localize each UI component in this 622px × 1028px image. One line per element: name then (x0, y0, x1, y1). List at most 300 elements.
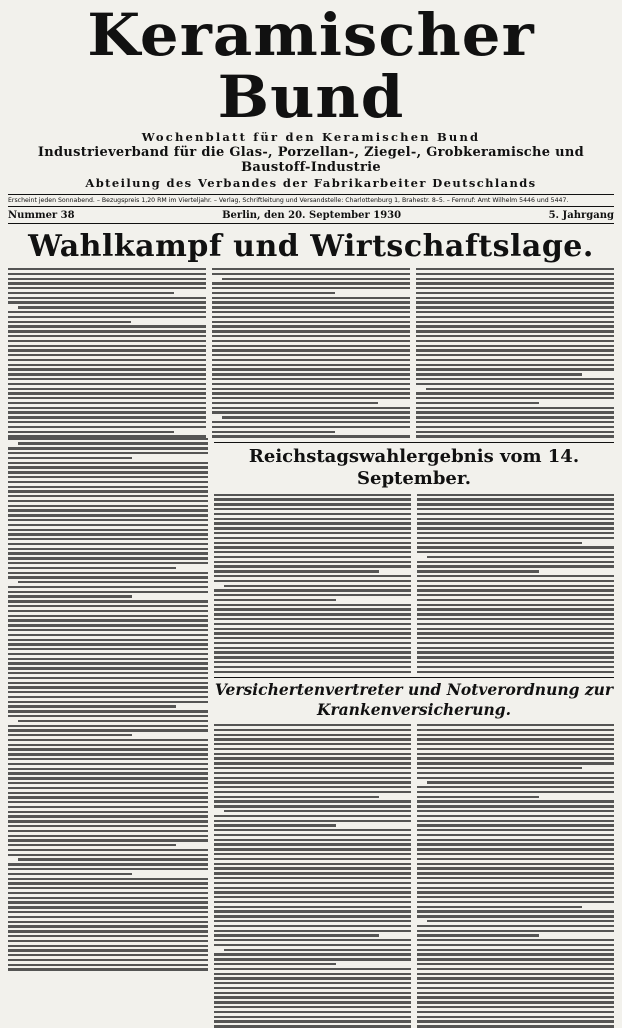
text-line (8, 868, 208, 870)
text-line (214, 632, 411, 634)
text-line (214, 671, 411, 673)
text-line (214, 791, 411, 793)
article-body-versichertenvertreter (214, 724, 614, 1028)
text-line (18, 581, 208, 583)
text-line (214, 618, 411, 620)
text-line (416, 368, 614, 370)
text-line (417, 757, 614, 759)
article-headline-wahlkampf: Wahlkampf und Wirtschaftslage. (28, 229, 594, 264)
text-column (416, 268, 614, 438)
text-line (417, 820, 614, 822)
text-line (8, 897, 208, 899)
text-line (417, 906, 582, 908)
text-line (8, 529, 208, 531)
text-line (214, 910, 411, 912)
text-line (8, 586, 208, 588)
text-line (8, 354, 206, 356)
text-line (417, 748, 614, 750)
text-line (417, 925, 614, 927)
text-line (8, 753, 208, 755)
masthead-subtitle: Wochenblatt für den Keramischen Bund (141, 130, 481, 144)
text-line (214, 834, 411, 836)
text-line (417, 551, 614, 553)
text-line (8, 282, 206, 284)
text-line (214, 1020, 411, 1022)
text-line (214, 647, 411, 649)
text-line (8, 772, 208, 774)
text-line (214, 915, 411, 917)
text-line (214, 762, 411, 764)
text-line (417, 527, 614, 529)
text-line (417, 915, 614, 917)
text-line (416, 268, 614, 270)
text-line (214, 1006, 411, 1008)
text-line (212, 426, 410, 428)
text-line (8, 658, 208, 660)
text-line (427, 781, 614, 783)
text-line (8, 940, 208, 942)
text-line (417, 647, 614, 649)
text-line (212, 287, 410, 289)
text-line (8, 392, 206, 394)
text-line (8, 739, 208, 741)
text-line (8, 873, 132, 875)
text-line (214, 805, 411, 807)
text-line (8, 911, 208, 913)
article-headline-reichstagswahl: Reichstagswahlergebnis vom 14. September. (214, 442, 614, 490)
text-line (417, 930, 614, 932)
text-line (212, 431, 335, 433)
text-line (8, 748, 208, 750)
text-line (8, 591, 208, 593)
text-line (214, 604, 411, 606)
text-line (417, 1006, 614, 1008)
text-line (224, 585, 411, 587)
text-line (417, 570, 539, 572)
text-line (416, 373, 582, 375)
text-line (417, 637, 614, 639)
text-line (417, 546, 614, 548)
text-line (8, 340, 206, 342)
text-line (214, 843, 411, 845)
text-line (416, 345, 614, 347)
text-line (8, 278, 206, 280)
text-line (214, 930, 411, 932)
text-line (8, 378, 206, 380)
text-line (8, 462, 208, 464)
text-line (8, 292, 174, 294)
text-line (8, 935, 208, 937)
text-line (417, 651, 614, 653)
text-line (8, 830, 208, 832)
text-line (8, 729, 208, 731)
text-line (214, 734, 411, 736)
text-line (8, 416, 206, 418)
text-line (417, 882, 614, 884)
text-line (417, 901, 614, 903)
text-line (8, 514, 208, 516)
text-line (8, 533, 208, 535)
text-line (8, 710, 208, 712)
text-line (214, 661, 411, 663)
text-line (417, 963, 614, 965)
text-line (214, 518, 411, 520)
text-line (417, 608, 614, 610)
text-line (18, 720, 208, 722)
text-line (214, 513, 411, 515)
text-line (417, 580, 614, 582)
text-line (416, 354, 614, 356)
text-line (8, 921, 208, 923)
text-line (8, 383, 206, 385)
text-line (8, 696, 208, 698)
text-line (212, 340, 410, 342)
text-line (214, 1001, 411, 1003)
text-line (417, 896, 614, 898)
text-line (8, 643, 208, 645)
text-line (224, 949, 411, 951)
text-line (212, 435, 410, 437)
text-line (417, 594, 614, 596)
text-line (417, 805, 614, 807)
text-line (417, 642, 614, 644)
text-line (214, 527, 411, 529)
text-line (8, 916, 208, 918)
text-line (214, 848, 411, 850)
text-line (8, 725, 208, 727)
text-line (8, 388, 206, 390)
text-line (8, 705, 176, 707)
text-line (416, 359, 614, 361)
text-line (417, 944, 614, 946)
text-line (8, 452, 208, 454)
text-line (417, 623, 614, 625)
text-line (417, 498, 614, 500)
text-line (214, 920, 411, 922)
text-line (212, 306, 410, 308)
text-line (212, 388, 410, 390)
text-line (214, 901, 411, 903)
text-line (8, 330, 206, 332)
text-line (8, 595, 132, 597)
text-line (214, 546, 411, 548)
text-line (417, 613, 614, 615)
text-line (417, 887, 614, 889)
text-line (214, 872, 411, 874)
text-line (214, 963, 336, 965)
article-headline-versichertenvertreter: Versichertenvertreter und Notverordnung zur Krankenversicherung. (214, 677, 614, 720)
text-line (214, 498, 411, 500)
text-line (8, 490, 208, 492)
text-line (8, 273, 206, 275)
text-line (417, 522, 614, 524)
text-line (416, 278, 614, 280)
text-line (214, 863, 411, 865)
text-line (416, 306, 614, 308)
text-line (8, 887, 208, 889)
text-line (416, 282, 614, 284)
text-line (8, 411, 206, 413)
text-column-continued (8, 438, 208, 971)
text-line (8, 297, 206, 299)
text-line (8, 744, 208, 746)
text-line (417, 958, 614, 960)
text-line (416, 378, 614, 380)
text-line (214, 977, 411, 979)
text-line (214, 565, 411, 567)
text-line (214, 637, 411, 639)
text-line (214, 767, 411, 769)
text-line (417, 762, 614, 764)
text-line (417, 996, 614, 998)
text-line (214, 724, 411, 726)
text-line (417, 661, 614, 663)
text-line (212, 359, 410, 361)
text-line (417, 518, 614, 520)
text-line (417, 973, 614, 975)
text-line (214, 757, 411, 759)
text-line (8, 562, 208, 564)
text-line (214, 508, 411, 510)
text-line (417, 843, 614, 845)
text-line (18, 442, 208, 444)
text-line (8, 619, 208, 621)
text-line (8, 481, 208, 483)
text-line (214, 570, 379, 572)
text-line (8, 634, 208, 636)
text-line (417, 824, 614, 826)
text-line (214, 824, 336, 826)
text-column (417, 494, 614, 673)
masthead-title: Keramischer Bund (87, 1, 535, 131)
text-line (214, 537, 411, 539)
text-line (417, 565, 614, 567)
text-line (8, 567, 176, 569)
text-line (214, 628, 411, 630)
text-line (214, 958, 411, 960)
text-line (417, 796, 539, 798)
text-line (8, 335, 206, 337)
text-line (224, 810, 411, 812)
text-line (8, 825, 208, 827)
text-line (214, 753, 411, 755)
text-line (8, 906, 208, 908)
text-line (8, 402, 206, 404)
text-line (8, 682, 208, 684)
text-line (8, 763, 208, 765)
publication-info: Erscheint jeden Sonnabend. – Bezugspreis 1,20 RM im Vierteljahr. – Verlag, Schriftleitung und Versandstelle: Charlottenburg 1, Brahestr. 8–5. – Fernruf: Amt Wilhelm 5446 und 5447. (8, 194, 614, 204)
text-line (212, 411, 410, 413)
text-line (212, 325, 410, 327)
text-line (212, 301, 410, 303)
text-line (214, 542, 411, 544)
text-line (214, 777, 411, 779)
text-line (417, 628, 614, 630)
text-line (8, 686, 208, 688)
text-line (8, 576, 208, 578)
issue-date: Berlin, den 20. September 1930 (222, 209, 402, 221)
text-line (8, 325, 206, 327)
text-line (8, 519, 208, 521)
text-line (416, 392, 614, 394)
text-line (417, 729, 614, 731)
text-line (416, 316, 614, 318)
text-line (214, 882, 411, 884)
text-line (416, 416, 614, 418)
text-line (222, 416, 410, 418)
text-line (417, 934, 539, 936)
text-line (8, 701, 208, 703)
text-line (214, 877, 411, 879)
text-line (214, 944, 411, 946)
text-line (8, 768, 208, 770)
text-line (417, 829, 614, 831)
text-line (416, 435, 614, 437)
text-line (214, 906, 411, 908)
text-line (417, 656, 614, 658)
text-line (8, 431, 174, 433)
text-line (416, 407, 614, 409)
text-line (417, 1016, 614, 1018)
text-line (212, 364, 410, 366)
text-line (8, 552, 208, 554)
text-line (212, 397, 410, 399)
text-line (417, 575, 614, 577)
text-line (417, 632, 614, 634)
text-line (8, 466, 208, 468)
text-line (417, 734, 614, 736)
text-line (417, 1001, 614, 1003)
text-line (214, 551, 411, 553)
text-line (214, 1025, 411, 1027)
text-line (8, 968, 208, 970)
text-line (8, 677, 208, 679)
text-line (417, 867, 614, 869)
text-line (214, 887, 411, 889)
text-line (416, 349, 614, 351)
text-line (417, 848, 614, 850)
text-line (212, 335, 410, 337)
text-line (8, 653, 208, 655)
text-line (214, 820, 411, 822)
text-line (417, 777, 614, 779)
text-line (8, 815, 208, 817)
text-line (212, 392, 410, 394)
text-line (417, 858, 614, 860)
issue-bar (8, 206, 614, 224)
text-line (416, 321, 614, 323)
text-line (417, 767, 582, 769)
text-line (8, 509, 208, 511)
text-line (214, 1016, 411, 1018)
text-line (214, 992, 411, 994)
text-line (417, 604, 614, 606)
text-line (8, 878, 208, 880)
text-line (417, 949, 614, 951)
text-line (8, 311, 206, 313)
text-line (417, 939, 614, 941)
text-line (8, 949, 208, 951)
text-line (416, 426, 614, 428)
text-line (214, 781, 411, 783)
text-line (417, 910, 614, 912)
text-line (214, 996, 411, 998)
text-line (417, 1020, 614, 1022)
text-line (8, 863, 208, 865)
text-line (417, 589, 614, 591)
text-line (8, 801, 208, 803)
text-line (212, 292, 335, 294)
text-line (214, 532, 411, 534)
text-line (8, 407, 206, 409)
text-line (416, 364, 614, 366)
text-line (214, 561, 411, 563)
text-line (8, 854, 208, 856)
text-line (212, 402, 378, 404)
text-line (8, 782, 208, 784)
article-body-wahlkampf (8, 268, 614, 438)
text-line (214, 580, 411, 582)
text-line (8, 548, 208, 550)
text-line (214, 858, 411, 860)
text-line (8, 438, 208, 440)
text-line (214, 522, 411, 524)
text-line (212, 407, 410, 409)
text-line (8, 648, 208, 650)
text-line (212, 349, 410, 351)
text-line (8, 691, 208, 693)
text-line (417, 810, 614, 812)
text-line (8, 500, 208, 502)
text-line (417, 618, 614, 620)
text-line (212, 297, 410, 299)
text-line (8, 557, 208, 559)
text-line (8, 373, 206, 375)
text-line (214, 1011, 411, 1013)
text-line (18, 306, 206, 308)
text-line (417, 585, 614, 587)
text-line (8, 359, 206, 361)
issue-number: Nummer 38 (8, 209, 75, 221)
text-line (8, 426, 206, 428)
text-line (8, 892, 208, 894)
text-line (212, 282, 410, 284)
text-line (8, 839, 208, 841)
text-line (416, 397, 614, 399)
text-line (8, 447, 208, 449)
text-line (416, 335, 614, 337)
text-line (416, 330, 614, 332)
text-line (214, 982, 411, 984)
text-line (214, 973, 411, 975)
text-line (214, 953, 411, 955)
text-line (8, 268, 206, 270)
text-line (8, 397, 206, 399)
text-line (8, 954, 208, 956)
text-line (417, 1025, 614, 1027)
text-line (8, 787, 208, 789)
text-line (212, 368, 410, 370)
text-line (8, 639, 208, 641)
text-line (214, 494, 411, 496)
text-line (212, 321, 410, 323)
text-line (8, 959, 208, 961)
text-line (8, 486, 208, 488)
text-line (214, 829, 411, 831)
masthead-department-line: Abteilung des Verbandes der Fabrikarbeiter Deutschlands (85, 176, 537, 190)
text-line (8, 301, 206, 303)
text-line (427, 556, 614, 558)
